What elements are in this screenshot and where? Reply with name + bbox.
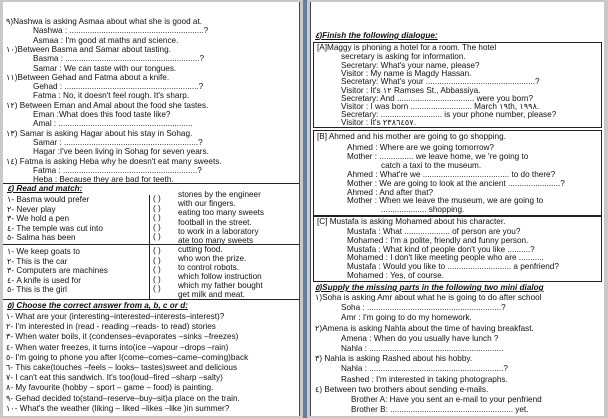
answer-brackets[interactable]: ( ) bbox=[153, 255, 161, 265]
text-line: Nahla : ........................................................... bbox=[341, 344, 504, 353]
section-title: ٤)Finish the following dialogue: bbox=[315, 31, 438, 40]
text-line: ٧- I can't eat this sandwich. It's too(loud–fired –sharp –salty) bbox=[6, 373, 223, 383]
left-page bbox=[3, 2, 300, 416]
text-line: Fatma : No, it doesn't feel rough. It's sharp. bbox=[33, 91, 190, 101]
text-line: Ahmed : And after that? bbox=[347, 187, 434, 197]
match-right-item: to work in a laboratory bbox=[178, 226, 259, 236]
text-line: ٥- I'm going to phone you after I(come–comes–came–coming)back bbox=[6, 352, 249, 362]
supply-title: ٥)Supply the missing parts in the following two mini dialog bbox=[315, 283, 544, 292]
text-line: Secretary: ........................... is your phone number, please? bbox=[341, 110, 557, 120]
answer-brackets[interactable]: ( ) bbox=[153, 222, 161, 232]
match-left-item: ٤- The temple was cut into bbox=[7, 223, 103, 233]
answer-brackets[interactable]: ( ) bbox=[153, 194, 161, 203]
text-line: ١٣) Samar is asking Hagar about his stay in Sohag. bbox=[6, 128, 193, 138]
text-line: ٢- I'm interested in (read - reading –reads- to read) stories bbox=[6, 322, 216, 332]
match-right-item: which follow instruction bbox=[178, 272, 262, 281]
match-right-item: ate too many sweets bbox=[178, 236, 254, 245]
match-right-item: who won the prize. bbox=[178, 254, 247, 263]
match-left-item: ١- Basma would prefer bbox=[7, 195, 90, 204]
text-line: Amal : ........................................................... bbox=[33, 119, 193, 129]
text-line: Samar : ...........................................................? bbox=[33, 137, 203, 147]
text-line: Asmaa : I'm good at maths and science. bbox=[33, 35, 179, 45]
answer-brackets[interactable]: ( ) bbox=[153, 203, 161, 213]
text-line: ١٢) Between Eman and Amal about the food she tastes. bbox=[6, 100, 209, 110]
text-line: Gehad : ...........................................................? bbox=[33, 82, 204, 92]
text-line: Ahmed : What're we ...................................... to do there? bbox=[347, 169, 556, 179]
match-right-item: which my father bought bbox=[178, 281, 263, 290]
text-line: Visitor : It's ٢٣٨٦٤٥٧. bbox=[341, 118, 416, 128]
match-right-item: stones by the engineer bbox=[178, 190, 261, 199]
match-left-item: ٢- Never play bbox=[7, 204, 56, 214]
answer-brackets[interactable]: ( ) bbox=[153, 274, 161, 284]
text-line: Hagar :I've been living in Sohag for seven years. bbox=[33, 147, 209, 157]
text-line: ١٤) Fatma is asking Heba why he doesn't eat many sweets. bbox=[6, 156, 222, 166]
text-line: Mohamed : I'm a polite, friendly and funny person. bbox=[347, 235, 529, 245]
text-line: Mustafa : What kind of people don't you like ..........? bbox=[347, 244, 535, 254]
text-line: ٦- This cake(touches –feels – looks– tastes)sweet and delicious bbox=[6, 363, 238, 372]
text-line: ١٠- What's the weather (liking – liked –likes –like )in summer? bbox=[6, 403, 230, 413]
page-separator bbox=[303, 0, 307, 418]
text-line: ٤- When water freezes, it turns into(ice –vapour –drops –rain) bbox=[6, 342, 229, 352]
match-left-item: ٤- A knife is used for bbox=[7, 275, 82, 285]
text-line: Ahmed : Where are we going tomorrow? bbox=[347, 143, 494, 152]
match-right-item: with our fingers. bbox=[178, 199, 236, 209]
text-line: Mustafa : What .................... of person are you? bbox=[347, 227, 521, 236]
text-line: Mohamed : Yes, of course. bbox=[347, 271, 444, 280]
match-right-item: get milk and meat. bbox=[178, 290, 245, 299]
text-line: Nashwa : ...........................................................? bbox=[33, 26, 209, 36]
match-left-item: ٣- Computers are machines bbox=[7, 266, 108, 275]
text-line: ١١)Between Gehad and Fatma about a knife. bbox=[6, 72, 170, 82]
text-line: Samar : We can taste with our tongues. bbox=[33, 63, 177, 73]
text-line: ١٠)Between Basma and Samar about tasting. bbox=[6, 44, 171, 54]
match-title: ٤) Read and match: bbox=[7, 184, 83, 193]
answer-brackets[interactable]: ( ) bbox=[153, 213, 161, 222]
match-left-item: ٥- Salma has been bbox=[7, 233, 76, 242]
text-line: ٢)Amena is asking Nahla about the time of having breakfast. bbox=[315, 323, 534, 333]
divider bbox=[3, 244, 299, 245]
answer-brackets[interactable]: ( ) bbox=[153, 246, 161, 255]
choose-title: ٥) Choose the correct answer from a, b, c or d: bbox=[7, 301, 188, 310]
answer-brackets[interactable]: ( ) bbox=[153, 284, 161, 293]
match-right-item: to control robots. bbox=[178, 263, 239, 272]
text-line: Visitor : I was born ........................... March ١٩th, ١٩٩٨. bbox=[341, 102, 540, 111]
text-line: Secretary: And .................................. were you born? bbox=[341, 93, 534, 103]
text-line: .................... shopping. bbox=[381, 205, 465, 215]
text-line: Mother : We are going to look at the ancient .......................? bbox=[347, 178, 565, 188]
match-left-item: ٢- This is the car bbox=[7, 256, 68, 266]
text-line: Mustafa : Would you like to ............................ a penfriend? bbox=[347, 262, 559, 272]
text-line: ١)Soha is asking Amr about what he is going to do after school bbox=[315, 293, 542, 302]
divider bbox=[3, 299, 299, 300]
match-divider bbox=[149, 195, 150, 299]
text-line: Mother : When we leave the museum, we are going to bbox=[347, 196, 544, 206]
box-a-subtitle: secretary is asking for information. bbox=[341, 52, 466, 61]
text-line: ١- What are your (interesting–interested–interests–interest)? bbox=[6, 312, 225, 321]
text-line: Secretary: What's your ................................................? bbox=[341, 77, 540, 87]
match-left-item: ١- We keep goats to bbox=[7, 247, 80, 256]
text-line: Mother : ............... we leave home, we 're going to bbox=[347, 151, 529, 161]
text-line: Amr : I'm going to do my homework. bbox=[341, 313, 472, 323]
answer-brackets[interactable]: ( ) bbox=[153, 265, 161, 274]
text-line: ٩- Gehad decided to(stand–reserve–buy–sit)a place on the train. bbox=[6, 393, 240, 403]
text-line: ٩)Nashwa is asking Asmaa about what she is good at. bbox=[6, 17, 203, 26]
box-c-title: [C] Mustafa is asking Mohamed about his character. bbox=[317, 217, 506, 226]
text-line: Brother A: Have you sent an e-mail to your penfriend bbox=[351, 395, 542, 404]
text-line: ٤) Between two brothers about sending e-mails. bbox=[315, 384, 489, 394]
text-line: Visitor : It's ١٢ Ramses St., Abbassiya. bbox=[341, 85, 481, 95]
text-line: Secretary: What's your name, please? bbox=[341, 61, 480, 70]
box-b-title: [B] Ahmed and his mother are going to go shopping. bbox=[317, 132, 506, 141]
match-right-item: eating too many sweets bbox=[178, 208, 265, 218]
text-line: Eman :What does this food taste like? bbox=[33, 110, 171, 119]
text-line: Amena : When do you usually have lunch ? bbox=[341, 333, 499, 343]
match-left-item: ٥- This is the girl bbox=[7, 285, 67, 294]
match-left-item: ٣- We hold a pen bbox=[7, 214, 70, 223]
right-page bbox=[310, 2, 604, 416]
text-line: Rashed : I'm interested in taking photographs. bbox=[341, 374, 508, 384]
text-line: Visitor : My name is Magdy Hassan. bbox=[341, 69, 472, 79]
box-a-title: [A]Maggy is phoning a hotel for a room. The hotel bbox=[317, 43, 497, 52]
match-right-item: cutting food. bbox=[178, 245, 223, 254]
text-line: Fatma : ...........................................................? bbox=[33, 165, 202, 175]
text-line: Heba : Because they are bad for teeth. bbox=[33, 175, 174, 185]
text-line: ٣) Nahla is asking Rashed about his hobby. bbox=[315, 354, 473, 364]
text-line: Basma : ...........................................................? bbox=[33, 54, 205, 64]
text-line: ٣- When water boils, it (condenses–evaporates –sinks –freezes) bbox=[6, 332, 239, 342]
text-line: Soha : ...........................................................? bbox=[341, 303, 506, 313]
text-line: Mohamed : I don't like meeting people who are ........... bbox=[347, 253, 544, 263]
text-line: Nahla : ...........................................................? bbox=[341, 364, 508, 374]
text-line: catch a taxi to the museum. bbox=[381, 160, 482, 170]
match-right-item: football in the street. bbox=[178, 217, 252, 227]
text-line: Brother B: ...................................................... yet. bbox=[351, 405, 529, 415]
answer-brackets[interactable]: ( ) bbox=[153, 232, 161, 241]
text-line: ٨- My favourite (hobby – sport – game – food) is painting. bbox=[6, 383, 214, 393]
